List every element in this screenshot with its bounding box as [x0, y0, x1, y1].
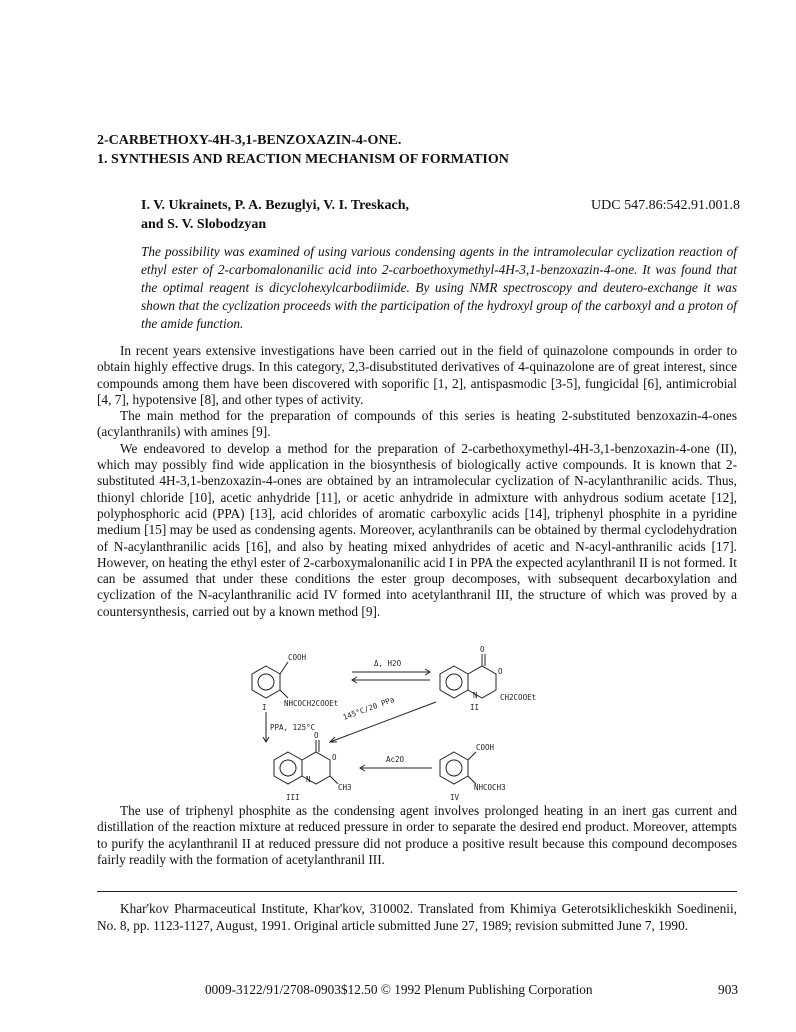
label-ac2o: Ac2O [386, 755, 405, 764]
label-o-ring-iii: O [332, 753, 337, 762]
footnote-divider [97, 891, 737, 892]
label-ch2cooet: CH2COOEt [500, 693, 537, 702]
paragraph-3: We endeavored to develop a method for the preparation of 2-carbethoxymethyl-4H-3,1-benzoxazin-4-one (II), which may possibly find wide application in the biosynthesis of biologically active compounds. It is known that 2-substituted 4H-3,1-benzoxazin-4-ones are obtained by an intramolecular cyclization of N-acylanthranilic acids. Thus, thionyl chloride [10], acetic anhydride [11], or acetic anhydride in admixture with anhydrous sodium acetate [12], polyphosphoric acid (PPA) [13], acid chlorides of aromatic carboxylic acids [14], triphenyl phosphite in a pyridine medium [15] may be used as condensing agents. Moreover, acylanthranils can be obtained by thermal cyclodehydration of N-acylanthranilic acids [16], and also by heating mixed anhydrides of acetic and N-acyl-anthranilic acids [17]. However, on heating the ethyl ester of 2-carboxymalonanilic acid I in PPA the expected acylanthranil II is not formed. It can be assumed that under these conditions the ester group decomposes, with subsequent decarboxylation and cyclization of the N-acylanthranilic acid IV formed into acetylanthranil III, the structure of which was proved by a countersynthesis, carried out by a known method [9]. [97, 440, 737, 619]
label-cooh-i: COOH [288, 653, 307, 662]
title-line-1: 2-CARBETHOXY-4H-3,1-BENZOXAZIN-4-ONE. [97, 133, 402, 148]
label-o-ring-ii: O [498, 667, 503, 676]
label-n-ii: N [473, 691, 478, 700]
page-number: 903 [718, 982, 738, 997]
udc-code: UDC 547.86:542.91.001.8 [591, 198, 740, 213]
label-cooh-iv: COOH [476, 743, 495, 752]
abstract: The possibility was examined of using various condensing agents in the intramolecular cyclization reaction of ethyl ester of 2-carbomalonanilic acid into 2-carboethoxymethyl-4H-3,1-benzoxazin-4-one. It was found that the optimal reagent is dicyclohexylcarbodiimide. By using NMR spectroscopy and deutero-exchange it was shown that the cyclization proceeds with the participation of the hydroxyl group of the carboxyl and a proton of the amide function. [141, 244, 737, 331]
reaction-scheme-drawing [240, 645, 560, 802]
label-ppa-145: 145°C/20 PPa [341, 694, 396, 722]
body-text-continued [97, 803, 737, 868]
benzene-ring-i [252, 666, 280, 698]
label-nhcoch2cooet: NHCOCH2COOEt [284, 699, 339, 708]
label-o-iii: O [314, 731, 319, 740]
title-line-2: 1. SYNTHESIS AND REACTION MECHANISM OF FORMATION [97, 152, 509, 167]
label-compound-iii: III [286, 793, 300, 802]
reaction-scheme [240, 645, 560, 802]
copyright-line: 0009-3122/91/2708-0903$12.50 © 1992 Plenum Publishing Corporation [205, 982, 593, 997]
benzene-ring-ii [440, 666, 468, 698]
label-ch3: CH3 [338, 783, 352, 792]
body-text [97, 343, 737, 620]
author-list [141, 196, 561, 234]
benzene-ring-iii [274, 752, 302, 784]
authors-line-2: and S. V. Slobodzyan [141, 217, 267, 232]
authors-line-1: I. V. Ukrainets, P. A. Bezuglyi, V. I. Treskach, [141, 198, 410, 213]
label-nhcoch3: NHCOCH3 [474, 783, 506, 792]
label-compound-i: I [262, 703, 267, 712]
paragraph-2: The main method for the preparation of compounds of this series is heating 2-substituted benzoxazin-4-ones (acylanthranils) with amines [9]. [97, 408, 737, 440]
article-title [97, 131, 737, 169]
label-compound-iv: IV [450, 793, 460, 802]
paragraph-1: In recent years extensive investigations have been carried out in the field of quinazolone compounds in order to obtain highly effective drugs. In this category, 2,3-disubstituted derivatives of 4-quinazolone are of great interest, since compounds among them have been discovered with soporific [1, 2], antispasmodic [3-5], fungicidal [6], antimicrobial [4, 7], hypotensive [8], and other types of activity. [97, 343, 737, 407]
affiliation-footnote: Khar'kov Pharmaceutical Institute, Khar'kov, 310002. Translated from Khimiya Geterotsiklicheskikh Soedinenii, No. 8, pp. 1123-1127, August, 1991. Original article submitted June 27, 1989; revision submitted June 7, 1990. [97, 901, 737, 933]
label-delta-h2o: Δ, H2O [374, 659, 402, 668]
label-ppa-125: PPA, 125°C [270, 723, 316, 732]
paragraph-4: The use of triphenyl phosphite as the condensing agent involves prolonged heating in an inert gas current and distillation of the reaction mixture at reduced pressure in order to separate the desired end product. Moreover, attempts to purify the acylanthranil II at reduced pressure did not produce a positive result because this compound decomposes fairly readily with the formation of acetylanthranil III. [97, 803, 737, 867]
label-n-iii: N [306, 775, 311, 784]
label-compound-ii: II [470, 703, 480, 712]
label-o-ii: O [480, 645, 485, 654]
benzene-ring-iv [440, 752, 468, 784]
